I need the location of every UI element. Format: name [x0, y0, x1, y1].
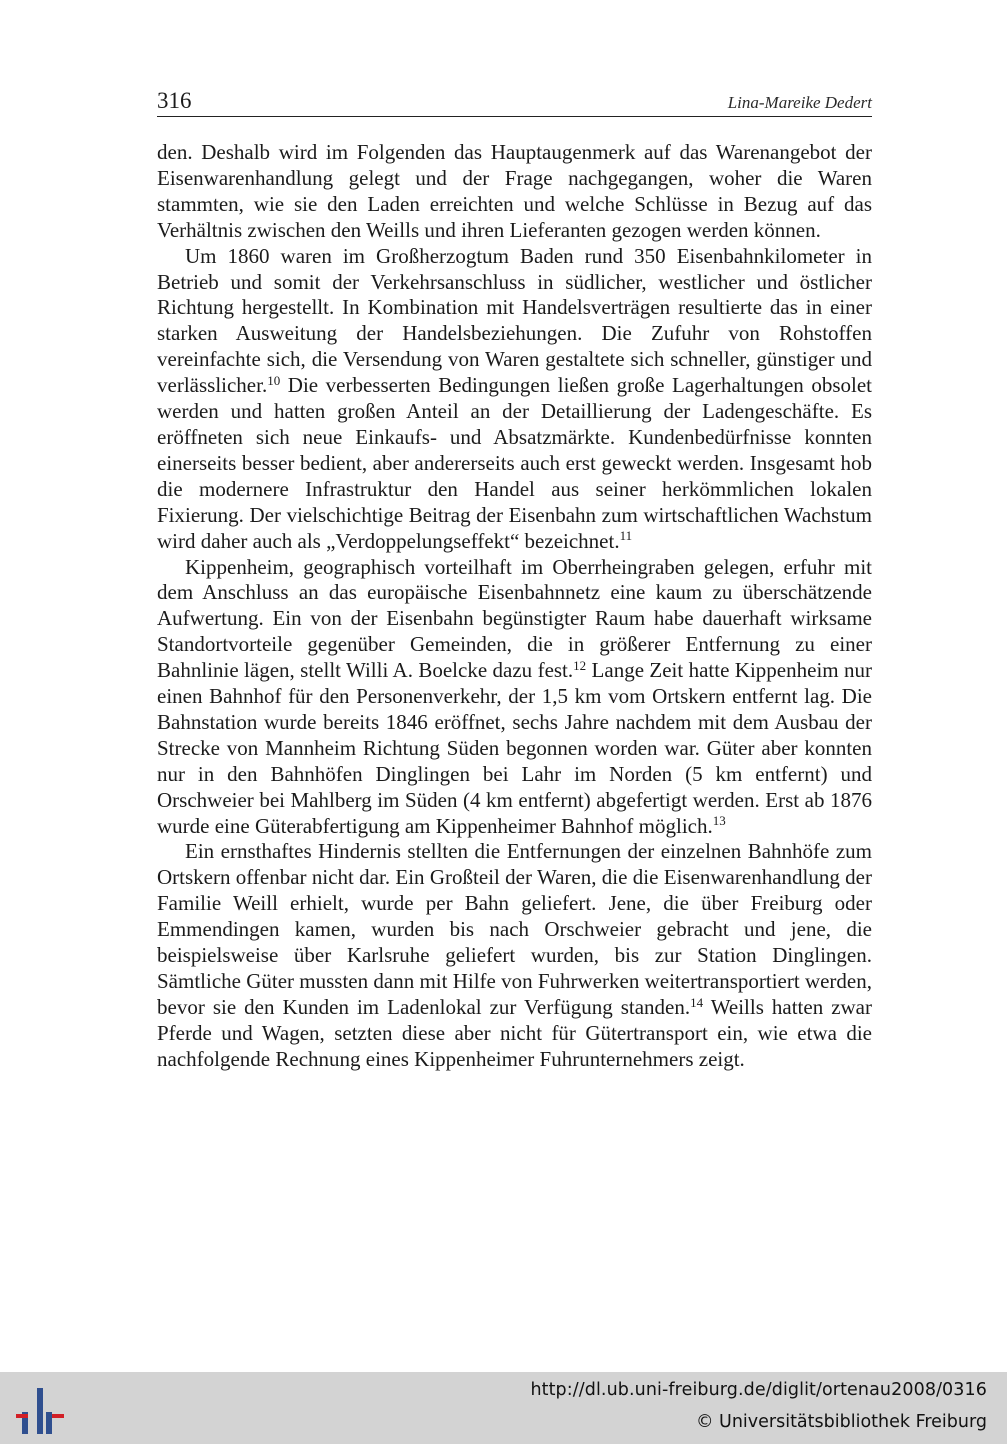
paragraph-text: Weills hatten zwar Pferde und Wagen, setzten diese aber nicht für Gütertransport ein, wie etwa die nachfolgende Rechnung eines Kippenheimer Fuhrunternehmers zeigt.: [157, 994, 872, 1071]
running-head-author: Lina-Mareike Dedert: [727, 93, 872, 112]
body-paragraph: [157, 555, 872, 840]
logo-dash-red-left: [16, 1414, 28, 1418]
footnote-marker: 10: [267, 373, 281, 389]
logo-bar-blue-center: [37, 1388, 43, 1434]
paragraph-text: Um 1860 waren im Großherzogtum Baden rund 350 Eisenbahnkilometer in Betrieb und somit der Verkehrsanschluss in südlicher, westlicher und östlicher Richtung hergestellt. In Kombination mit Handelsverträgen resultierte das in einer starken Ausweitung der Handelsbeziehungen. Die Zufuhr von Rohstoffen vereinfachte sich, die Versendung von Waren gestaltete sich schneller, günstiger und verlässlicher.: [157, 243, 872, 398]
paragraph-text: den. Deshalb wird im Folgenden das Hauptaugenmerk auf das Warenangebot der Eisenwarenhandlung gelegt und der Frage nachgegangen, woher die Waren stammten, wie sie den Laden erreichten und welche Schlüsse in Bezug auf das Verhältnis zwischen den Weills und ihren Lieferanten gezogen werden können.: [157, 140, 872, 242]
footer-url-link[interactable]: http://dl.ub.uni-freiburg.de/diglit/ortenau2008/0316: [530, 1380, 987, 1400]
footnote-marker: 14: [690, 994, 704, 1010]
paragraph-text: Ein ernsthaftes Hindernis stellten die Entfernungen der einzelnen Bahnhöfe zum Ortskern offenbar nicht dar. Ein Großteil der Waren, die die Eisenwarenhandlung der Familie Weill erhielt, wurde per Bahn geliefert. Jene, die über Freiburg oder Emmendingen kamen, wurden bis nach Orschweier gebracht und jene, die beispielsweise über Karlsruhe geliefert wurden, bis zur Station Dinglingen. Sämtliche Güter mussten dann mit Hilfe von Fuhrwerken weitertransportiert werden, bevor sie den Kunden im Ladenlokal zur Verfügung standen.: [157, 839, 872, 1019]
ub-freiburg-logo-icon: [16, 1384, 64, 1436]
footnote-marker: 13: [712, 813, 726, 829]
body-paragraph: [157, 839, 872, 1072]
page-header: [157, 86, 872, 117]
paragraph-text: Kippenheim, geographisch vorteilhaft im Oberrheingraben gelegen, erfuhr mit dem Anschluss an das europäische Eisenbahnnetz eine kaum zu überschätzende Aufwertung. Ein von der Eisenbahn begünstigter Raum habe dauerhaft wirksame Standortvorteile gegenüber Gemeinden, die in größerer Entfernung zu einer Bahnlinie lägen, stellt Willi A. Boelcke dazu fest.: [157, 554, 872, 683]
footer-copyright: © Universitätsbibliothek Freiburg: [695, 1412, 987, 1432]
logo-bar-blue-right: [46, 1412, 52, 1434]
paragraph-text: Lange Zeit hatte Kippenheim nur einen Bahnhof für den Personenverkehr, der 1,5 km vom Ortskern entfernt lag. Die Bahnstation wurde bereits 1846 eröffnet, sechs Jahre nachdem mit dem Ausbau der Strecke von Mannheim Richtung Süden begonnen worden war. Güter aber konnten nur in den Bahnhöfen Dinglingen bei Lahr im Norden (5 km entfernt) und Orschweier bei Mahlberg im Süden (4 km entfernt) abgefertigt werden. Erst ab 1876 wurde eine Güterabfertigung am Kippenheimer Bahnhof möglich.: [157, 658, 873, 838]
footer-bar: [0, 1372, 1007, 1444]
paragraph-text: Die verbesserten Bedingungen ließen große Lagerhaltungen obsolet werden und hatten großen Anteil an der Detaillierung der Ladengeschäfte. Es eröffneten sich neue Einkaufs- und Absatzmärkte. Kundenbedürfnisse konnten einerseits besser bedient, aber andererseits auch erst geweckt werden. Insgesamt hob die modernere Infrastruktur den Handel aus seiner herkömmlichen lokalen Fixierung. Der vielschichtige Beitrag der Eisenbahn zum wirtschaftlichen Wachstum wird daher auch als „Verdoppelungseffekt“ bezeichnet.: [157, 373, 872, 553]
logo-dash-red-right: [52, 1414, 64, 1418]
body-paragraph: [157, 244, 872, 555]
page-number: 316: [157, 88, 192, 113]
footnote-marker: 12: [573, 657, 587, 673]
body-paragraph: [157, 140, 872, 244]
body-text: [157, 140, 872, 1073]
footnote-marker: 11: [619, 528, 633, 544]
